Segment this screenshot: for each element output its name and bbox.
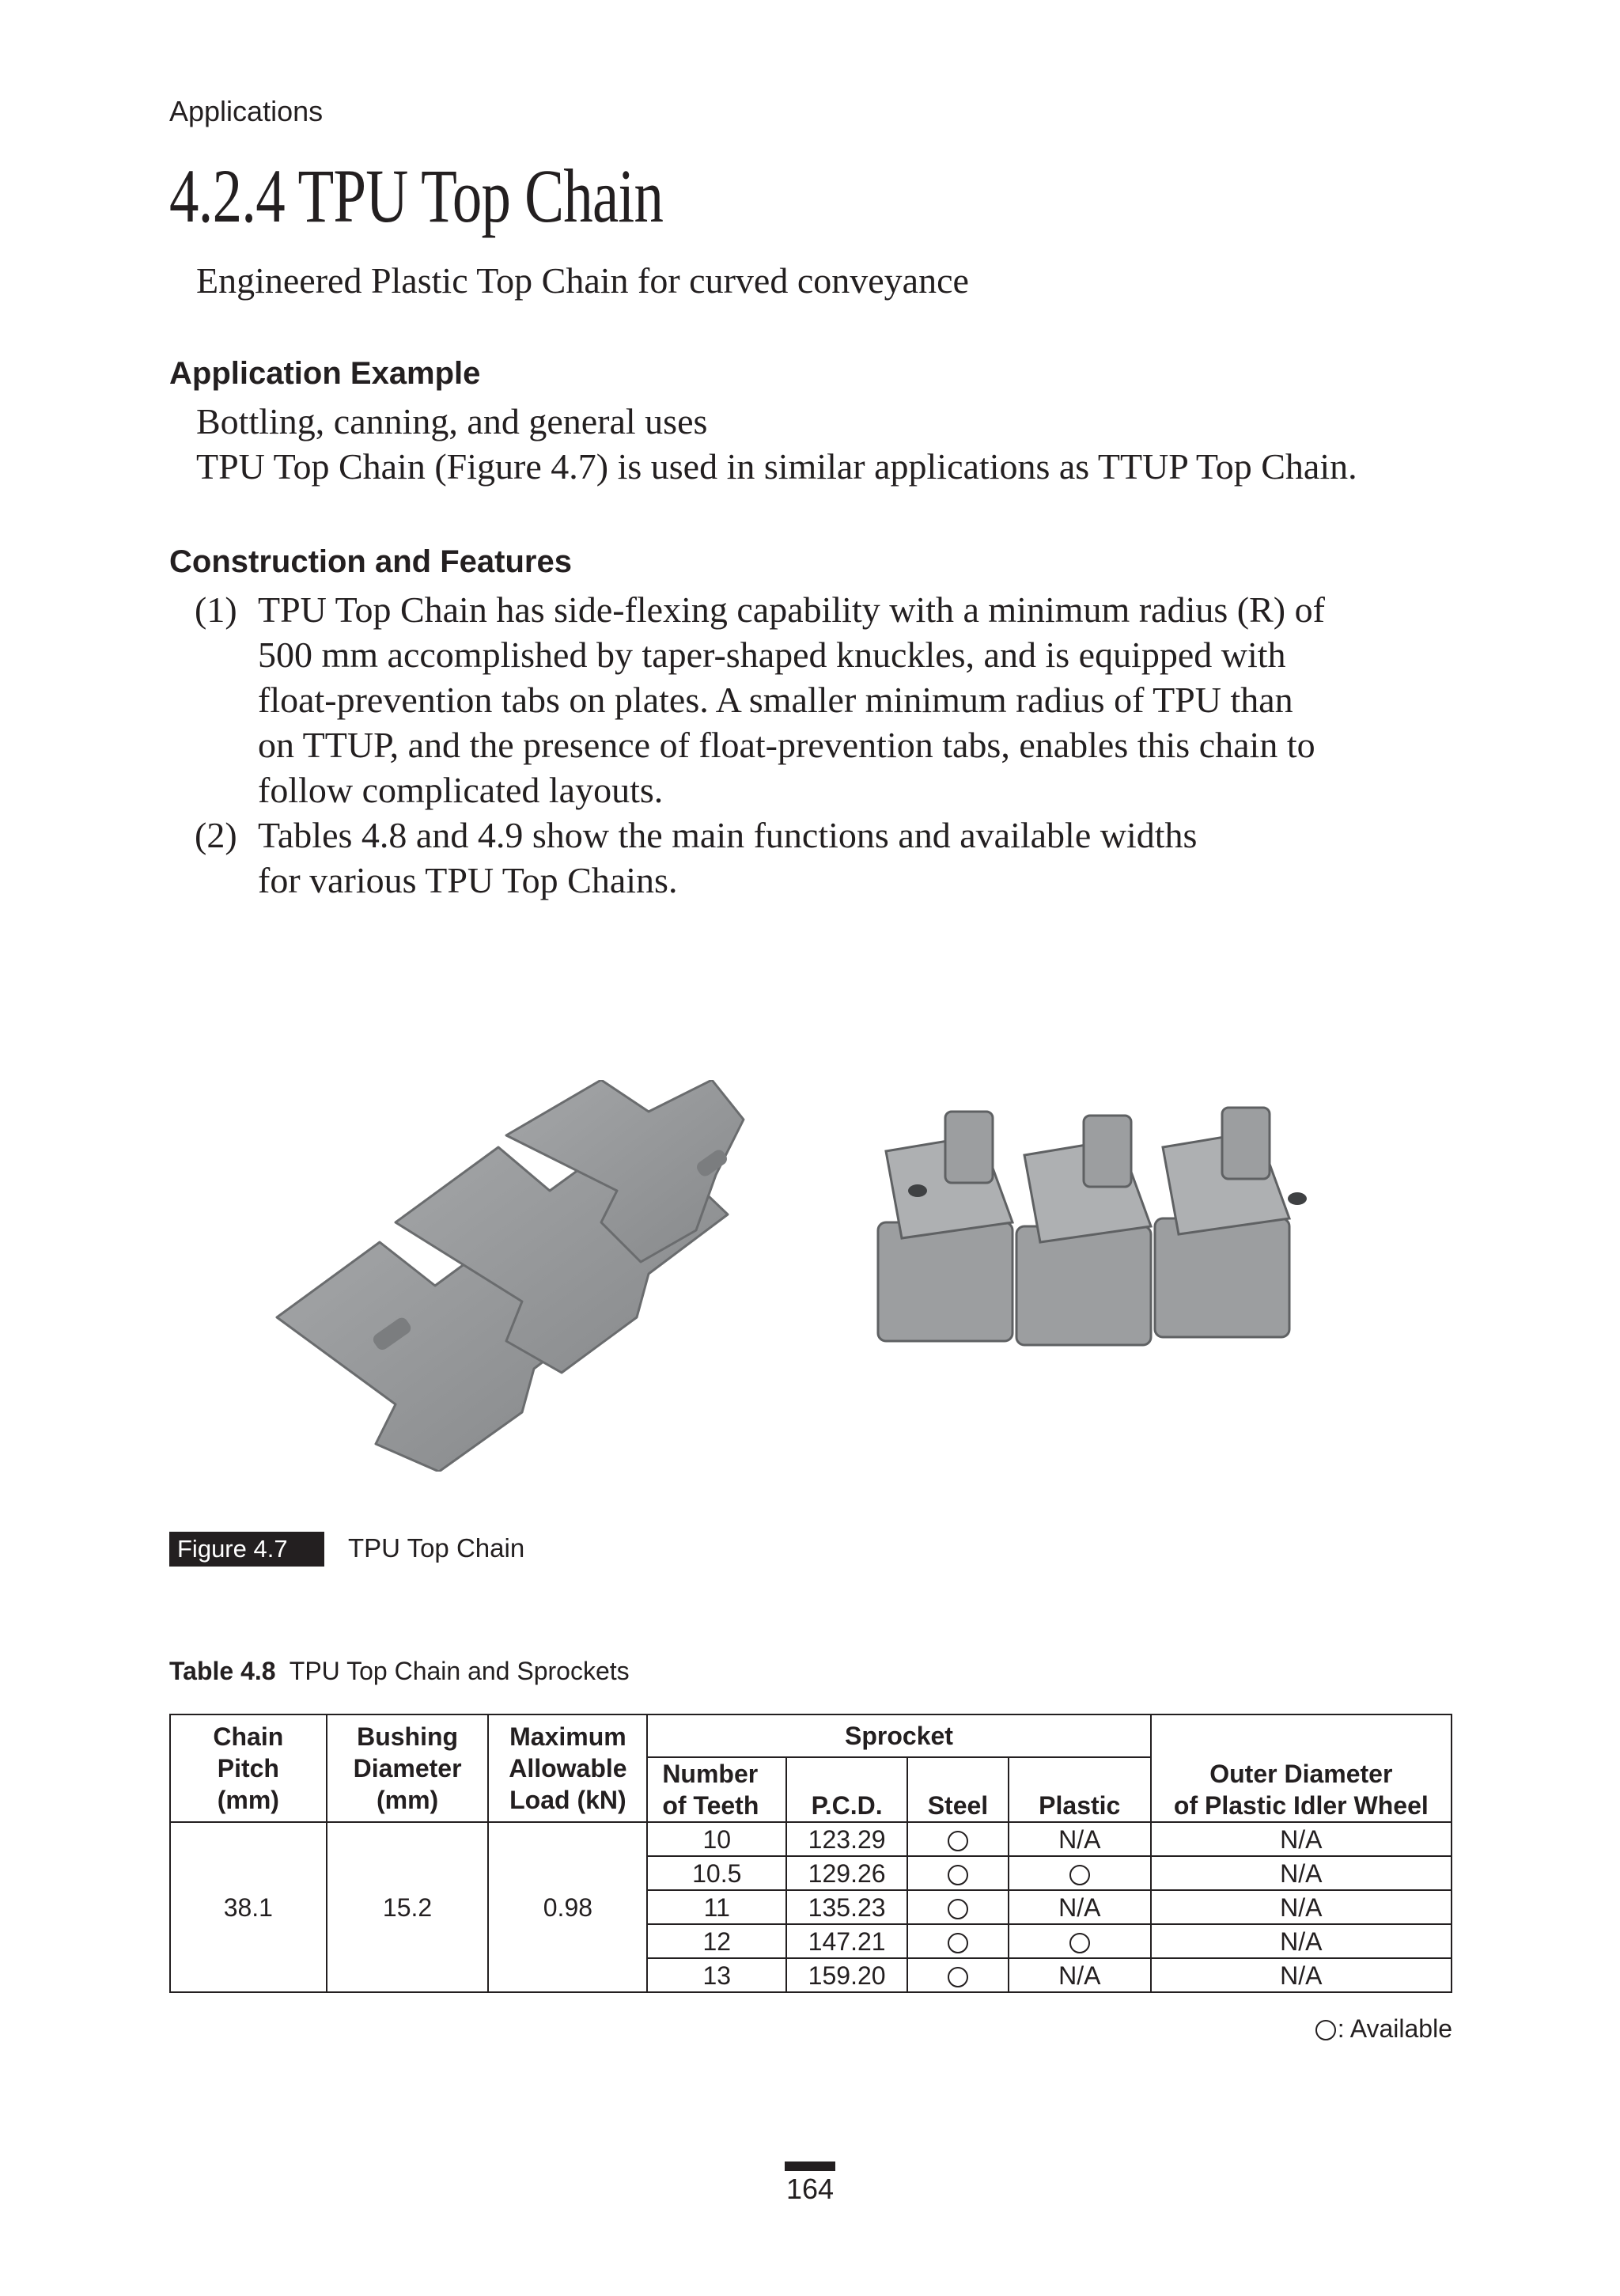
cell-outer-diameter: N/A — [1151, 1924, 1452, 1958]
running-head: Applications — [169, 95, 324, 127]
sprocket-table — [169, 1714, 1452, 1993]
header-chain-pitch: Chain Pitch (mm) — [170, 1714, 327, 1822]
cell-outer-diameter: N/A — [1151, 1822, 1452, 1856]
feature-item — [195, 587, 1325, 813]
cell-steel — [907, 1856, 1009, 1890]
figure-label: Figure 4.7 — [169, 1532, 324, 1567]
cell-steel — [907, 1924, 1009, 1958]
table-title: TPU Top Chain and Sprockets — [289, 1657, 630, 1685]
cell-steel — [907, 1890, 1009, 1924]
available-mark — [1315, 2020, 1336, 2040]
feature-text: TPU Top Chain has side-flexing capability with a minimum radius (R) of — [258, 589, 1325, 630]
cell-teeth: 13 — [647, 1958, 786, 1992]
cell-teeth: 10 — [647, 1822, 786, 1856]
cell-pcd: 159.20 — [786, 1958, 907, 1992]
cell-plastic: N/A — [1009, 1958, 1151, 1992]
available-mark — [1069, 1865, 1090, 1885]
available-mark — [948, 1967, 968, 1987]
page-number-bar — [785, 2161, 835, 2171]
table-caption — [169, 1657, 630, 1686]
feature-text: on TTUP, and the presence of float-prevention tabs, enables this chain to — [258, 725, 1315, 765]
feature-text: 500 mm accomplished by taper-shaped knuckles, and is equipped with — [258, 635, 1286, 675]
cell-steel — [907, 1822, 1009, 1856]
header-pcd: P.C.D. — [786, 1757, 907, 1822]
cell-pcd: 135.23 — [786, 1890, 907, 1924]
cell-max-load: 0.98 — [488, 1822, 647, 1992]
feature-text: Tables 4.8 and 4.9 show the main functions and available widths — [258, 815, 1198, 855]
available-mark — [948, 1899, 968, 1919]
header-teeth: Number of Teeth — [647, 1757, 786, 1822]
cell-teeth: 12 — [647, 1924, 786, 1958]
legend-text: : Available — [1337, 2014, 1452, 2043]
feature-number: (2) — [195, 815, 237, 855]
cell-outer-diameter: N/A — [1151, 1890, 1452, 1924]
table-legend — [1315, 2014, 1452, 2044]
page-number: 164 — [785, 2173, 835, 2205]
cell-pcd: 129.26 — [786, 1856, 907, 1890]
feature-number: (1) — [195, 589, 237, 630]
cell-plastic: N/A — [1009, 1822, 1151, 1856]
chain-side-view-photo — [870, 1104, 1321, 1353]
application-line: TPU Top Chain (Figure 4.7) is used in similar applications as TTUP Top Chain. — [196, 446, 1357, 487]
cell-outer-diameter: N/A — [1151, 1856, 1452, 1890]
chain-top-view-photo — [269, 1080, 791, 1472]
header-plastic: Plastic — [1009, 1757, 1151, 1822]
header-steel: Steel — [907, 1757, 1009, 1822]
cell-outer-diameter: N/A — [1151, 1958, 1452, 1992]
header-bushing-diameter: Bushing Diameter (mm) — [327, 1714, 489, 1822]
cell-teeth: 11 — [647, 1890, 786, 1924]
cell-plastic: N/A — [1009, 1890, 1151, 1924]
table-label: Table 4.8 — [169, 1657, 276, 1685]
cell-plastic — [1009, 1924, 1151, 1958]
section-title: 4.2.4 TPU Top Chain — [169, 153, 664, 238]
cell-chain-pitch: 38.1 — [170, 1822, 327, 1992]
available-mark — [948, 1865, 968, 1885]
cell-bushing-diameter: 15.2 — [327, 1822, 489, 1992]
feature-text: float-prevention tabs on plates. A smaller minimum radius of TPU than — [258, 680, 1293, 720]
available-mark — [948, 1831, 968, 1851]
table-row — [170, 1822, 1452, 1856]
cell-pcd: 123.29 — [786, 1822, 907, 1856]
feature-item — [195, 813, 1197, 903]
feature-text: follow complicated layouts. — [258, 770, 664, 810]
feature-text: for various TPU Top Chains. — [258, 860, 678, 900]
cell-steel — [907, 1958, 1009, 1992]
header-outer-diameter: Outer Diameter of Plastic Idler Wheel — [1151, 1714, 1452, 1822]
cell-teeth: 10.5 — [647, 1856, 786, 1890]
header-max-load: Maximum Allowable Load (kN) — [488, 1714, 647, 1822]
cell-pcd: 147.21 — [786, 1924, 907, 1958]
section-subtitle: Engineered Plastic Top Chain for curved conveyance — [196, 260, 969, 301]
header-sprocket: Sprocket — [647, 1714, 1150, 1757]
cell-plastic — [1009, 1856, 1151, 1890]
figure-caption: TPU Top Chain — [348, 1533, 525, 1563]
available-mark — [948, 1933, 968, 1953]
application-example-heading: Application Example — [169, 356, 481, 391]
application-line: Bottling, canning, and general uses — [196, 401, 708, 441]
construction-heading: Construction and Features — [169, 544, 572, 579]
available-mark — [1069, 1933, 1090, 1953]
